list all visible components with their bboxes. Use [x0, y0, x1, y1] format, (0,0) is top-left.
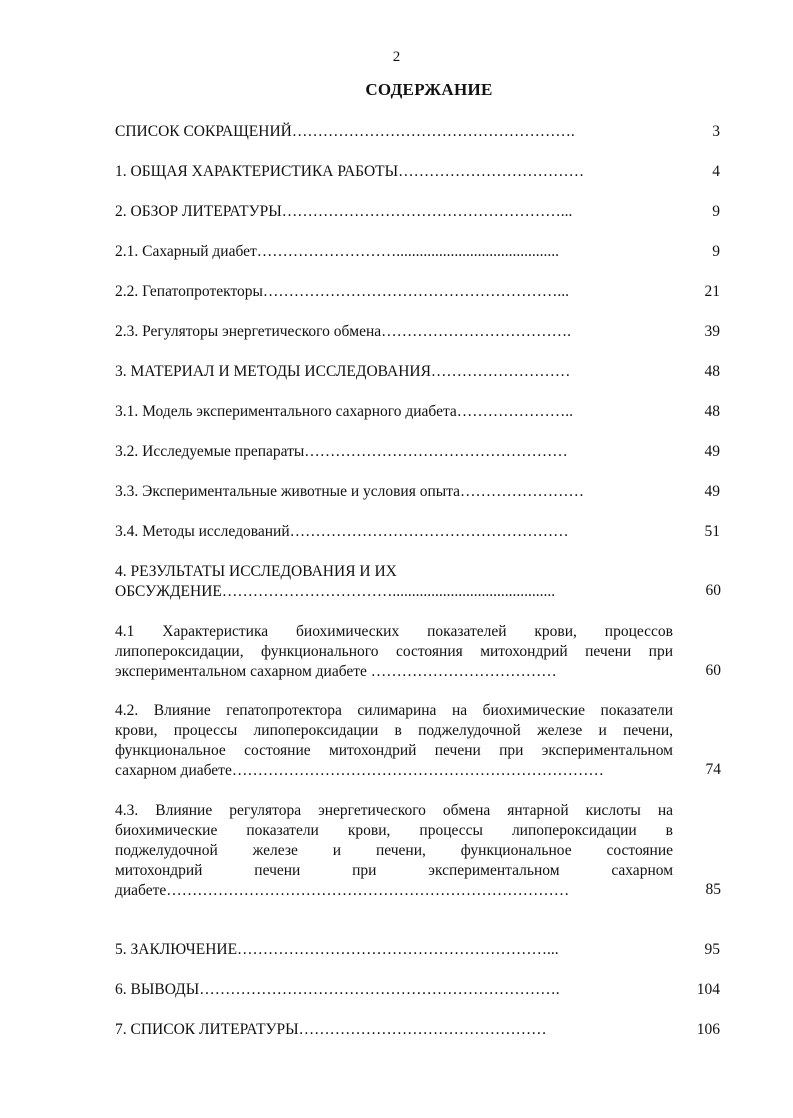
toc-entry-page: 21 [704, 283, 720, 300]
toc-entry-page: 60 [705, 582, 721, 599]
toc-entry-text: крови, процессы липопероксидации в поджелудочной железе и печени, [115, 722, 673, 739]
page-title: СОДЕРЖАНИЕ [365, 80, 493, 99]
toc-entry-text: 2.1. Сахарный диабет……………………….......................................... [115, 243, 560, 260]
toc-entry-text: 3.2. Исследуемые препараты…………………………………………… [115, 443, 568, 460]
toc-entry-diabetes[interactable] [115, 242, 720, 262]
toc-entry-text: 3.3. Экспериментальные животные и условия опыта…………………… [115, 483, 585, 500]
toc-entry-text: экспериментальном сахарном диабете ……………………………… [115, 663, 557, 680]
toc-entry-page: 3 [712, 123, 720, 140]
page-number: 2 [392, 49, 401, 65]
toc-entry-animals[interactable] [115, 482, 720, 502]
toc-entry-page: 48 [704, 363, 720, 380]
toc-entry-4-1[interactable] [115, 622, 673, 682]
toc-entry-abbreviations[interactable] [115, 122, 720, 142]
toc-entry-text: функциональное состояние митохондрий печени при экспериментальном [115, 742, 673, 759]
toc-entry-research-methods[interactable] [115, 522, 720, 542]
toc-entry-page: 60 [705, 662, 721, 679]
toc-entry-page: 49 [704, 443, 720, 460]
toc-entry-text: 2.3. Регуляторы энергетического обмена………………………………. [115, 323, 572, 340]
toc-entry-text: СПИСОК СОКРАЩЕНИЙ………………………………………………. [115, 123, 575, 140]
toc-entry-page: 49 [704, 483, 720, 500]
toc-entry-text: 2.2. Гепатопротекторы…………………………………………………... [115, 283, 570, 300]
toc-entry-text: диабете…………………………………………………………………… [115, 882, 570, 899]
toc-entry-page: 74 [705, 761, 721, 778]
toc-entry-text: 4.1 Характеристика биохимических показателей крови, процессов [115, 623, 673, 640]
toc-entry-text: биохимические показатели крови, процессы липопероксидации в [115, 822, 673, 839]
toc-entry-page: 106 [696, 1021, 720, 1038]
toc-entry-diabetes-model[interactable] [115, 402, 720, 422]
toc-entry-text: 3.1. Модель экспериментального сахарного диабета………………….. [115, 403, 574, 420]
toc-entry-text: 6. ВЫВОДЫ……………………………………………………………. [115, 981, 560, 998]
toc-entry-text: 2. ОБЗОР ЛИТЕРАТУРЫ………………………………………………... [115, 203, 573, 220]
toc-entry-text: поджелудочной железе и печени, функциональное состояние [115, 842, 673, 859]
toc-entry-text: 4.2. Влияние гепатопротектора силимарина на биохимические показатели [115, 702, 673, 719]
toc-entry-page: 51 [704, 523, 720, 540]
toc-entry-text: 3.4. Методы исследований……………………………………………… [115, 523, 569, 540]
toc-entry-text: ОБСУЖДЕНИЕ…………………………….......................................... [115, 583, 556, 600]
toc-entry-drugs[interactable] [115, 442, 720, 462]
toc-entry-findings[interactable] [115, 980, 720, 1000]
toc-entry-text: митохондрий печени при экспериментальном сахарном [115, 862, 673, 879]
toc-entry-methods[interactable] [115, 362, 720, 382]
toc-entry-references[interactable] [115, 1020, 720, 1040]
toc-entry-text: 1. ОБЩАЯ ХАРАКТЕРИСТИКА РАБОТЫ……………………………… [115, 163, 585, 180]
toc-entry-hepatoprotectors[interactable] [115, 282, 720, 302]
toc-entry-4-2[interactable] [115, 701, 673, 781]
toc-entry-literature-review[interactable] [115, 202, 720, 222]
toc-entry-text: 7. СПИСОК ЛИТЕРАТУРЫ………………………………………… [115, 1021, 547, 1038]
toc-entry-conclusion[interactable] [115, 940, 720, 960]
toc-entry-general[interactable] [115, 162, 720, 182]
toc-entry-page: 9 [712, 243, 720, 260]
toc-entry-results[interactable] [115, 562, 673, 602]
toc-entry-page: 85 [705, 881, 721, 898]
toc-entry-page: 39 [704, 323, 720, 340]
toc-entry-text: 3. МАТЕРИАЛ И МЕТОДЫ ИССЛЕДОВАНИЯ……………………… [115, 363, 571, 380]
toc-entry-4-3[interactable] [115, 801, 673, 901]
toc-entry-text: 4. РЕЗУЛЬТАТЫ ИССЛЕДОВАНИЯ И ИХ [115, 563, 397, 580]
toc-entry-energy-regulators[interactable] [115, 322, 720, 342]
toc-entry-page: 4 [712, 163, 720, 180]
toc-entry-text: сахарном диабете……………………………………………………………… [115, 762, 604, 779]
toc-entry-page: 104 [696, 981, 720, 998]
toc-entry-page: 95 [704, 941, 720, 958]
toc-entry-text: липопероксидации, функционального состояния митохондрий печени при [115, 643, 673, 660]
toc-entry-page: 9 [712, 203, 720, 220]
toc-entry-page: 48 [704, 403, 720, 420]
toc-entry-text: 4.3. Влияние регулятора энергетического обмена янтарной кислоты на [115, 802, 673, 819]
toc-entry-text: 5. ЗАКЛЮЧЕНИЕ……………………………………………………... [115, 941, 559, 958]
